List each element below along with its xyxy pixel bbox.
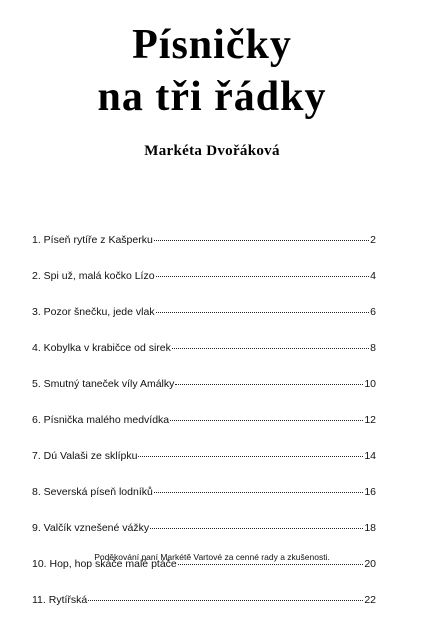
dot-leader <box>178 564 364 565</box>
dot-leader <box>175 384 363 385</box>
toc-entry-title: 8. Severská píseň lodníků <box>32 486 153 498</box>
toc-entry-title: 1. Píseň rytíře z Kašperku <box>32 234 153 246</box>
toc-entry-title: 5. Smutný taneček víly Amálky <box>32 378 175 390</box>
toc-entry[interactable] <box>32 594 376 630</box>
toc-entry[interactable] <box>32 486 376 522</box>
toc-entry-page: 8 <box>370 342 376 354</box>
table-of-contents <box>32 234 376 630</box>
toc-entry[interactable] <box>32 270 376 306</box>
dot-leader <box>88 600 363 601</box>
toc-entry[interactable] <box>32 342 376 378</box>
toc-entry-page: 2 <box>370 234 376 246</box>
title-line-2: na tři řádky <box>97 74 327 120</box>
toc-entry-title: 3. Pozor šnečku, jede vlak <box>32 306 155 318</box>
toc-entry-page: 4 <box>370 270 376 282</box>
toc-entry-page: 10 <box>364 378 376 390</box>
toc-entry-page: 20 <box>364 558 376 570</box>
dot-leader <box>156 276 370 277</box>
toc-entry-title: 10. Hop, hop skáče malé ptáče <box>32 558 177 570</box>
toc-entry-page: 18 <box>364 522 376 534</box>
toc-entry-title: 6. Písnička malého medvídka <box>32 414 170 426</box>
author-name: Markéta Dvořáková <box>144 143 280 159</box>
toc-entry[interactable] <box>32 414 376 450</box>
acknowledgement-note: Poděkování paní Markétě Vartové za cenné rady a zkušenosti. <box>94 552 330 562</box>
toc-entry-page: 14 <box>364 450 376 462</box>
title-line-1: Písničky <box>132 22 292 68</box>
dot-leader <box>156 312 370 313</box>
dot-leader <box>150 528 363 529</box>
toc-entry-title: 2. Spi už, malá kočko Lízo <box>32 270 155 282</box>
toc-entry-page: 22 <box>364 594 376 606</box>
dot-leader <box>170 420 363 421</box>
toc-entry-title: 4. Kobylka v krabičce od sirek <box>32 342 171 354</box>
toc-entry[interactable] <box>32 378 376 414</box>
toc-entry-title: 11. Rytířská <box>32 594 88 606</box>
dot-leader <box>172 348 369 349</box>
toc-entry-page: 6 <box>370 306 376 318</box>
toc-entry-page: 12 <box>364 414 376 426</box>
toc-entry[interactable] <box>32 306 376 342</box>
toc-entry[interactable] <box>32 450 376 486</box>
toc-entry-title: 9. Valčík vznešené vážky <box>32 522 150 534</box>
toc-entry[interactable] <box>32 558 376 594</box>
toc-entry[interactable] <box>32 234 376 270</box>
toc-entry-title: 7. Dú Valaši ze sklípku <box>32 450 138 462</box>
dot-leader <box>154 240 369 241</box>
toc-entry-page: 16 <box>364 486 376 498</box>
dot-leader <box>154 492 363 493</box>
dot-leader <box>138 456 363 457</box>
